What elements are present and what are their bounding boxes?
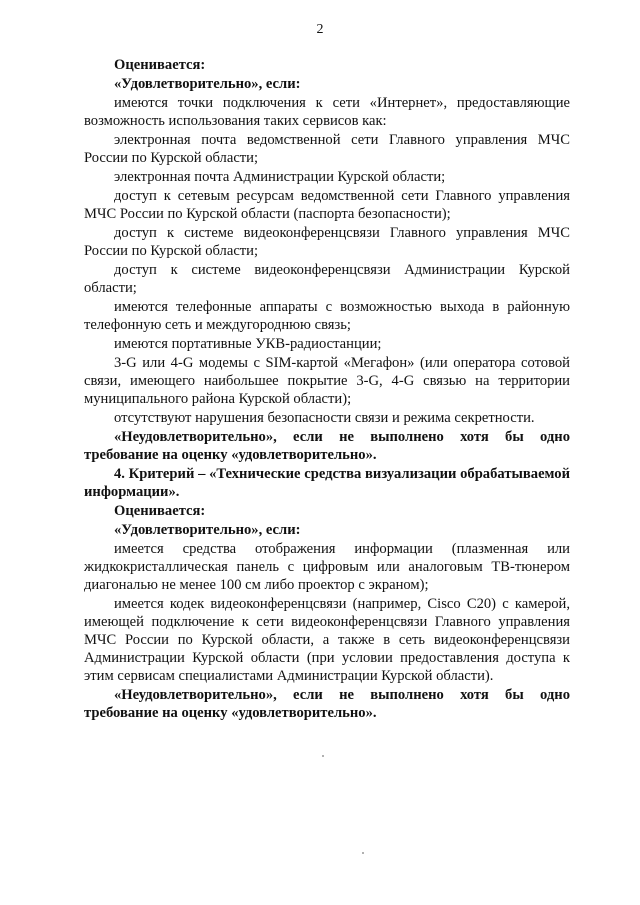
paragraph-heading: «Удовлетворительно», если: (114, 76, 301, 92)
paragraph: имеются точки подключения к сети «Интернет», предоставляющие возможность использования таких сервисов как: (84, 95, 570, 129)
paragraph: 3-G или 4-G модемы с SIM-картой «Мегафон» (или оператора сотовой связи, имеющего наибольшее покрытие 3-G, 4-G связью на территории муниципального района Курской области); (84, 355, 570, 407)
paragraph-heading: Оценивается: (114, 503, 206, 519)
paragraph: имеется кодек видеоконференцсвязи (например, Cisco C20) с камерой, имеющей подключение к сети видеоконференцсвязи Главного управления МЧС России по Курской области, а также в сеть видеоконференцсвязи Администрации Курской области (при условии предоставления доступа к этим сервисам специалистами Администрации Курской области). (84, 596, 570, 684)
document-body (84, 56, 570, 722)
paragraph: имеется средства отображения информации (плазменная или жидкокристаллическая панель с цифровым или аналоговым ТВ-тюнером диагональю не менее 100 см либо проектор с экраном); (84, 541, 570, 593)
paragraph: доступ к сетевым ресурсам ведомственной сети Главного управления МЧС России по Курской области (паспорта безопасности); (84, 188, 570, 222)
scan-speck (362, 852, 364, 854)
paragraph: имеются телефонные аппараты с возможностью выхода в районную телефонную сеть и междугороднюю связь; (84, 299, 570, 333)
paragraph: электронная почта Администрации Курской области; (114, 169, 446, 185)
paragraph-bold: «Неудовлетворительно», если не выполнено хотя бы одно требование на оценку «удовлетворительно». (84, 687, 570, 721)
paragraph: доступ к системе видеоконференцсвязи Администрации Курской области; (84, 262, 570, 296)
paragraph: имеются портативные УКВ-радиостанции; (114, 336, 382, 352)
criterion-heading: 4. Критерий – «Технические средства визуализации обрабатываемой информации». (84, 466, 570, 500)
paragraph: доступ к системе видеоконференцсвязи Главного управления МЧС России по Курской области; (84, 225, 570, 259)
paragraph-bold: «Неудовлетворительно», если не выполнено хотя бы одно требование на оценку «удовлетворительно». (84, 429, 570, 463)
paragraph-heading: «Удовлетворительно», если: (114, 522, 301, 538)
scan-speck (322, 755, 324, 757)
paragraph: электронная почта ведомственной сети Главного управления МЧС России по Курской области; (84, 132, 570, 166)
page-number: 2 (316, 22, 324, 37)
paragraph: отсутствуют нарушения безопасности связи и режима секретности. (114, 410, 535, 426)
paragraph-heading: Оценивается: (114, 57, 206, 73)
